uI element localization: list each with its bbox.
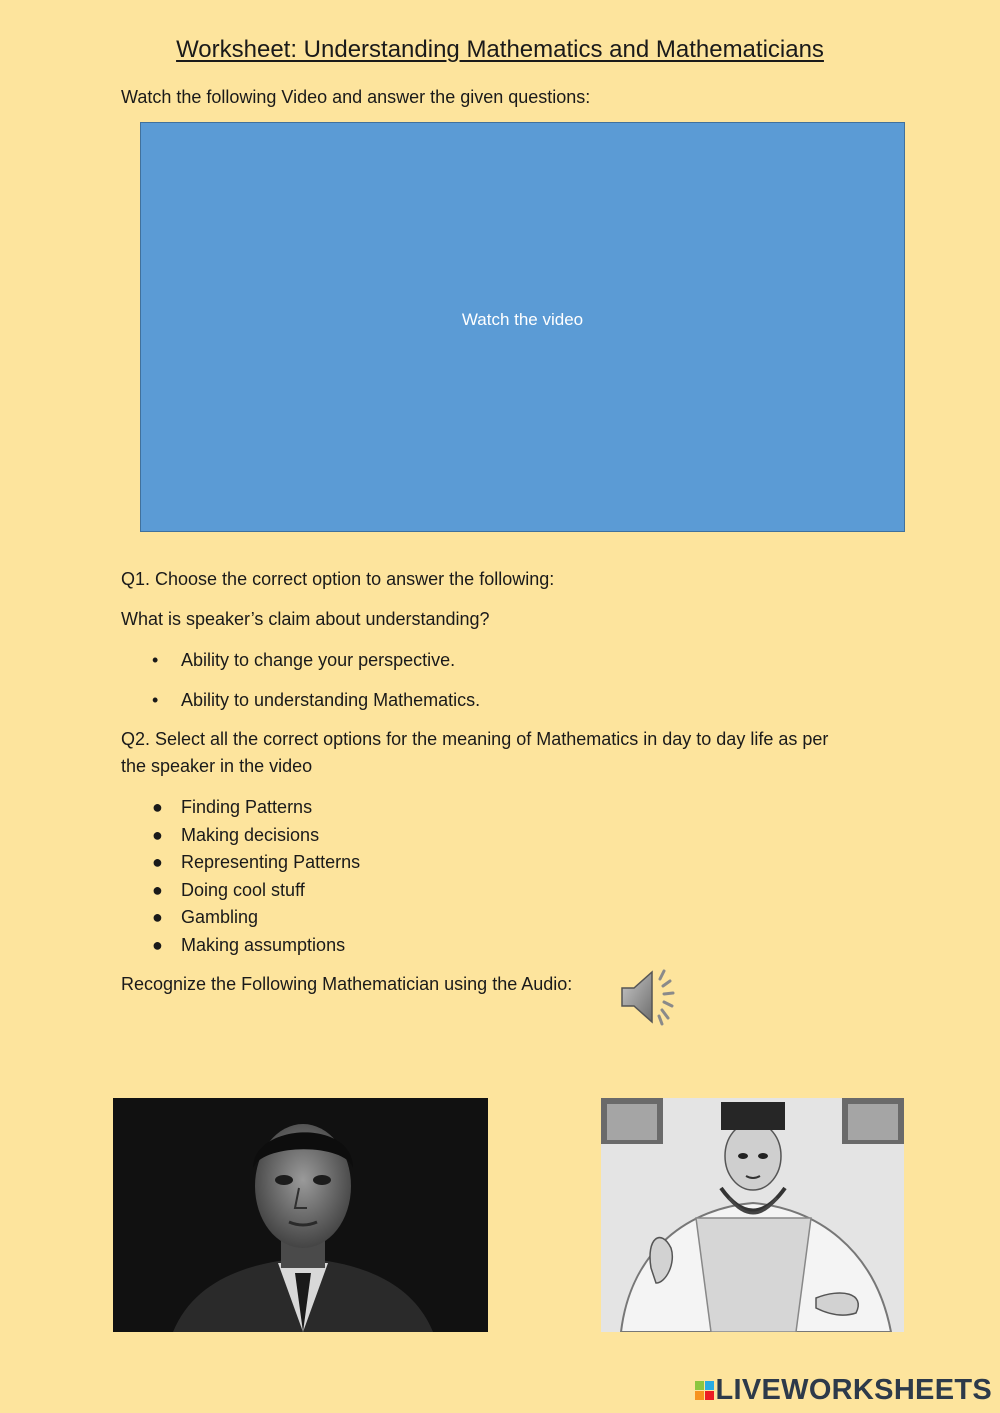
bullet: ● bbox=[152, 907, 163, 928]
logo-square bbox=[695, 1391, 704, 1400]
q2-option[interactable] bbox=[121, 877, 360, 905]
liveworksheets-logo bbox=[695, 1374, 993, 1407]
bullet: ● bbox=[152, 879, 163, 900]
q2-option[interactable] bbox=[121, 849, 360, 877]
q2-option-label: Doing cool stuff bbox=[181, 879, 305, 900]
q2-option[interactable] bbox=[121, 822, 360, 850]
q2-option-label: Finding Patterns bbox=[181, 797, 313, 817]
q2-option-label: Making assumptions bbox=[181, 934, 346, 955]
q1-question: What is speaker’s claim about understanding? bbox=[121, 609, 490, 629]
worksheet-title: Worksheet: Understanding Mathematics and Mathematicians bbox=[176, 36, 824, 63]
q2-prompt bbox=[121, 726, 828, 780]
bullet: ● bbox=[152, 934, 163, 955]
q1-prompt: Q1. Choose the correct option to answer the following: bbox=[121, 569, 555, 589]
q2-option[interactable] bbox=[121, 904, 360, 932]
q1-option-label: Ability to change your perspective. bbox=[181, 650, 456, 670]
q2-option[interactable] bbox=[121, 794, 360, 822]
q2-options bbox=[121, 794, 360, 960]
q1-option[interactable] bbox=[121, 647, 480, 687]
logo-square bbox=[695, 1381, 704, 1390]
video-player[interactable] bbox=[140, 122, 905, 532]
q2-prompt-line: the speaker in the video bbox=[121, 756, 313, 776]
bullet: • bbox=[152, 690, 159, 710]
q1-option-label: Ability to understanding Mathematics. bbox=[181, 690, 481, 710]
bullet: • bbox=[152, 650, 159, 670]
q1-option[interactable] bbox=[121, 687, 480, 727]
speaker-icon[interactable] bbox=[618, 965, 684, 1029]
liveworksheets-mark-icon bbox=[695, 1381, 714, 1400]
bullet: ● bbox=[152, 852, 163, 873]
brand-name: LIVEWORKSHEETS bbox=[715, 1374, 992, 1406]
logo-square bbox=[705, 1381, 714, 1390]
video-label: Watch the video bbox=[461, 310, 584, 329]
q2-option-label: Representing Patterns bbox=[181, 852, 361, 873]
audio-prompt: Recognize the Following Mathematician using the Audio: bbox=[121, 974, 573, 994]
bullet: ● bbox=[152, 824, 163, 845]
logo-square bbox=[705, 1391, 714, 1400]
q2-option-label: Making decisions bbox=[181, 824, 320, 845]
q2-option-label: Gambling bbox=[181, 907, 259, 928]
q2-prompt-line: Q2. Select all the correct options for the meaning of Mathematics in day to day life as per bbox=[121, 729, 829, 749]
q2-option[interactable] bbox=[121, 932, 360, 960]
bullet: ● bbox=[152, 797, 163, 817]
q1-options bbox=[121, 647, 480, 727]
mathematician-photo-2 bbox=[601, 1098, 904, 1332]
mathematician-photo-1 bbox=[113, 1098, 488, 1332]
intro-text: Watch the following Video and answer the given questions: bbox=[121, 87, 591, 107]
